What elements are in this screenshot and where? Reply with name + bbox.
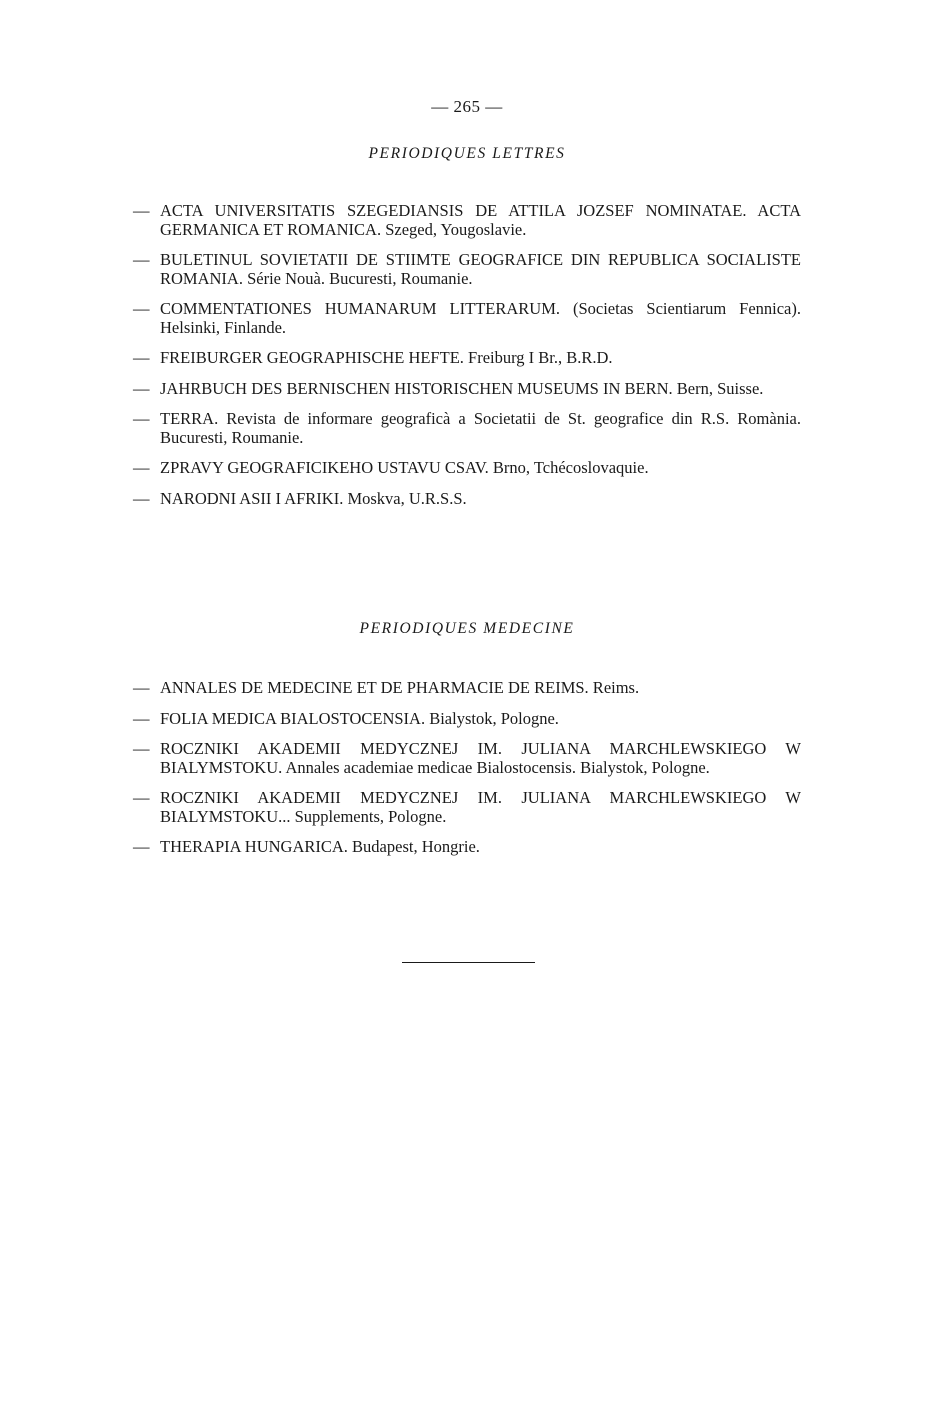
- list-item: — FOLIA MEDICA BIALOSTOCENSIA. Bialystok, Pologne.: [133, 710, 801, 729]
- list-item: — NARODNI ASII I AFRIKI. Moskva, U.R.S.S.: [133, 490, 801, 509]
- list-item: — TERRA. Revista de informare geograficà a Societatii de St. geografice din R.S. Romània. Bucuresti, Roumanie.: [133, 410, 801, 447]
- closing-rule: [402, 962, 535, 963]
- list-item: — ROCZNIKI AKADEMII MEDYCZNEJ IM. JULIANA MARCHLEWSKIEGO W BIALYMSTOKU... Supplements, Pologne.: [133, 789, 801, 826]
- list-item: — THERAPIA HUNGARICA. Budapest, Hongrie.: [133, 838, 801, 857]
- list-item: — ANNALES DE MEDECINE ET DE PHARMACIE DE REIMS. Reims.: [133, 679, 801, 698]
- section-heading-medecine: PERIODIQUES MEDECINE: [359, 620, 575, 637]
- list-item: — ZPRAVY GEOGRAFICIKEHO USTAVU CSAV. Brno, Tchécoslovaquie.: [133, 459, 801, 478]
- entry-list-medecine: [133, 679, 801, 869]
- list-item: — BULETINUL SOVIETATII DE STIIMTE GEOGRAFICE DIN REPUBLICA SOCIALISTE ROMANIA. Série Nouà. Bucuresti, Roumanie.: [133, 251, 801, 288]
- section-heading-lettres: PERIODIQUES LETTRES: [368, 145, 566, 162]
- entry-list-lettres: [133, 202, 801, 520]
- list-item: — ROCZNIKI AKADEMII MEDYCZNEJ IM. JULIANA MARCHLEWSKIEGO W BIALYMSTOKU. Annales academiae medicae Bialostocensis. Bialystok, Pologne.: [133, 740, 801, 777]
- list-item: — ACTA UNIVERSITATIS SZEGEDIANSIS DE ATTILA JOZSEF NOMINATAE. ACTA GERMANICA ET ROMANICA. Szeged, Yougoslavie.: [133, 202, 801, 239]
- list-item: — FREIBURGER GEOGRAPHISCHE HEFTE. Freiburg I Br., B.R.D.: [133, 349, 801, 368]
- page-number: — 265 —: [431, 97, 503, 116]
- list-item: — JAHRBUCH DES BERNISCHEN HISTORISCHEN MUSEUMS IN BERN. Bern, Suisse.: [133, 380, 801, 399]
- list-item: — COMMENTATIONES HUMANARUM LITTERARUM. (Societas Scientiarum Fennica). Helsinki, Finlande.: [133, 300, 801, 337]
